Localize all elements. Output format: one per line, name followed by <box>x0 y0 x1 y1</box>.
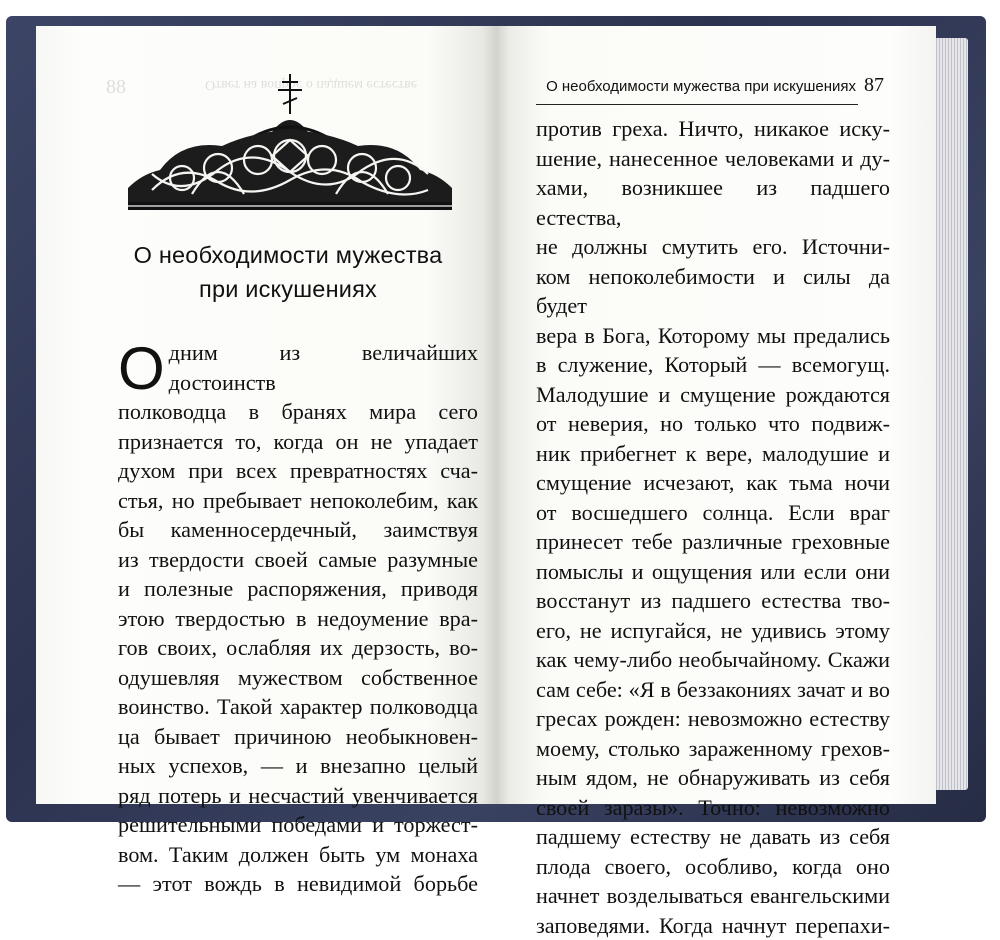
left-body-text <box>118 338 478 899</box>
text-line: полководца в бранях мира сего <box>118 397 478 427</box>
text-line: заповедями. Когда начнут перепахи- <box>536 911 890 940</box>
right-body-text <box>536 114 890 940</box>
header-rule <box>536 104 858 105</box>
right-page <box>496 26 936 804</box>
text-line: гресах рожден: невозможно естеству <box>536 704 890 734</box>
text-line: хами, возникшее из падшего естества, <box>536 173 890 232</box>
text-line: падшему естеству не давать из себя <box>536 822 890 852</box>
text-line: и полезные распоряжения, приводя <box>118 574 478 604</box>
text-line: от неверия, но только что подвиж- <box>536 409 890 439</box>
text-line: помыслы и ощущения или если они <box>536 557 890 587</box>
text-line: его, не испугайся, не удивись этому <box>536 616 890 646</box>
left-page <box>36 26 496 804</box>
running-header: О необходимости мужества при искушениях <box>536 78 856 95</box>
chapter-title <box>98 238 478 306</box>
text-line: ным ядом, не обнаруживать из себя <box>536 763 890 793</box>
text-line: из твердости своей самые разумные <box>118 545 478 575</box>
text-line: одушевляя мужеством собственное <box>118 663 478 693</box>
text-line: против греха. Ничто, никакое иску- <box>536 114 890 144</box>
text-line: шение, нанесенное человеками и ду- <box>536 144 890 174</box>
text-line: моему, столько зараженному грехов- <box>536 734 890 764</box>
text-line: начнет возделываться евангельскими <box>536 881 890 911</box>
text-line: ник прибегнет к вере, малодушие и <box>536 439 890 469</box>
text-line: воинство. Такой характер полководца <box>118 692 478 722</box>
text-line: ряд потерь и несчастий увенчивается <box>118 781 478 811</box>
text-line: ца бывает причиною необыкновен- <box>118 722 478 752</box>
text-line: вом. Таким должен быть ум монаха <box>118 840 478 870</box>
text-line: дним из величайших достоинств <box>118 338 478 397</box>
text-line: принесет тебе различные греховные <box>536 527 890 557</box>
text-line: решительными победами и торжест- <box>118 810 478 840</box>
text-line: Малодушие и смущение рождаются <box>536 380 890 410</box>
text-line: как чему-либо необычайному. Скажи <box>536 645 890 675</box>
text-line: этою твердостью в недоумение вра- <box>118 604 478 634</box>
text-line: ных успехов, — и внезапно целый <box>118 751 478 781</box>
chapter-title-line-1: О необходимости мужества <box>98 238 478 272</box>
text-line: ком непоколебимости и силы да будет <box>536 262 890 321</box>
text-line: своей заразы». Точно: невозможно <box>536 793 890 823</box>
text-line: смущение исчезают, как тьма ночи <box>536 468 890 498</box>
page-number: 87 <box>864 74 884 97</box>
text-line: вера в Бога, Которому мы предались <box>536 321 890 351</box>
text-line: сам себе: «Я в беззакониях зачат и во <box>536 675 890 705</box>
text-line: бы каменносердечный, заимствуя <box>118 515 478 545</box>
text-line: плода своего, особливо, когда оно <box>536 852 890 882</box>
text-line: стья, но пребывает непоколебим, как <box>118 486 478 516</box>
text-line: гов своих, ослабляя их дерзость, во- <box>118 633 478 663</box>
text-line: — этот вождь в невидимой борьбе <box>118 869 478 899</box>
drop-cap: О <box>118 344 165 394</box>
text-line: восстанут из падшего естества тво- <box>536 586 890 616</box>
show-through-header: Ответ на вопрос о падшем естестве <box>146 76 476 92</box>
show-through-page-number: 88 <box>106 76 126 99</box>
text-line: признается то, когда он не упадает <box>118 427 478 457</box>
text-line: от восшедшего солнца. Если враг <box>536 498 890 528</box>
ornament-headpiece-icon <box>122 70 458 215</box>
chapter-title-line-2: при искушениях <box>98 272 478 306</box>
text-line: в служение, Который — всемогущ. <box>536 350 890 380</box>
text-line: не должны смутить его. Источни- <box>536 232 890 262</box>
text-line: духом при всех превратностях сча- <box>118 456 478 486</box>
